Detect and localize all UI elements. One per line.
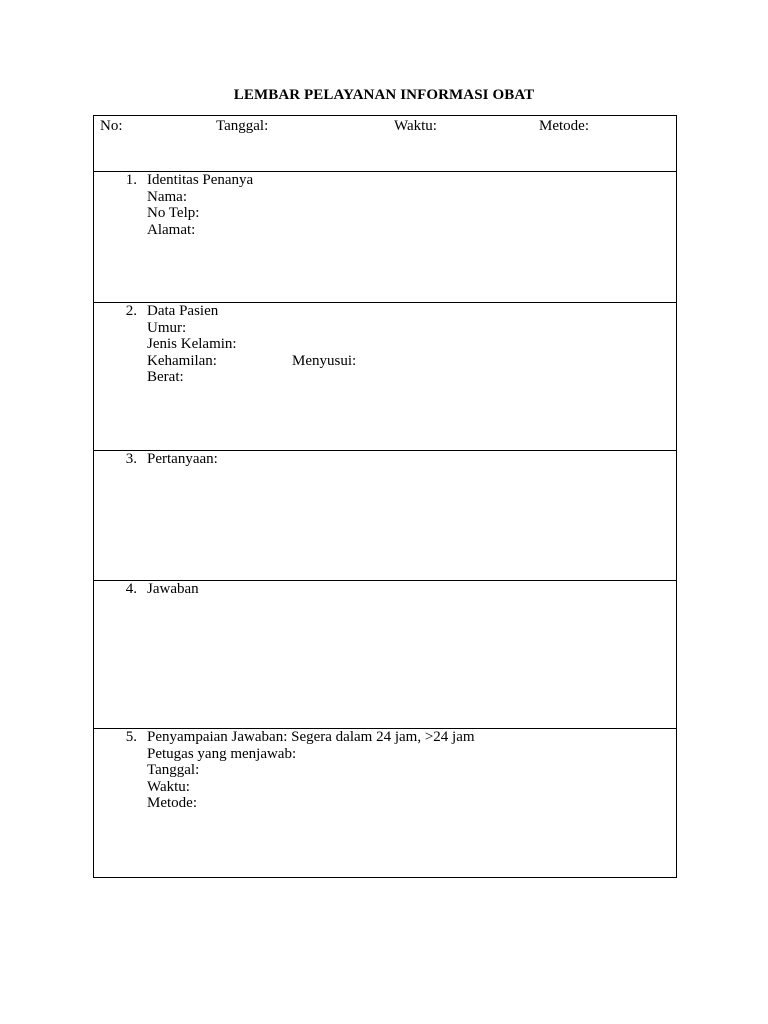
page-title: LEMBAR PELAYANAN INFORMASI OBAT (233, 87, 535, 103)
section-heading: Identitas Penanya (147, 172, 254, 188)
section-heading: Jawaban (147, 581, 199, 597)
field-petugas: Petugas yang menjawab: (147, 745, 297, 762)
field-no-telp: No Telp: (147, 205, 200, 222)
section-number: 4. (125, 581, 137, 597)
section-number: 1. (125, 172, 137, 188)
field-metode: Metode: (147, 795, 197, 812)
header-waktu-label: Waktu: (394, 118, 437, 134)
section-heading: Pertanyaan: (147, 451, 218, 467)
field-waktu: Waktu: (147, 778, 190, 795)
section-number: 2. (125, 303, 137, 319)
field-nama: Nama: (147, 188, 187, 205)
header-tanggal-label: Tanggal: (216, 118, 269, 134)
section-identitas-penanya (94, 171, 676, 302)
section-heading: Data Pasien (147, 303, 219, 319)
section-number: 5. (125, 729, 137, 745)
section-jawaban (94, 580, 676, 728)
field-jenis-kelamin: Jenis Kelamin: (147, 336, 237, 353)
section-pertanyaan (94, 450, 676, 580)
header-row (94, 116, 676, 171)
section-data-pasien (94, 302, 676, 450)
field-kehamilan: Kehamilan: (147, 352, 217, 369)
field-tanggal: Tanggal: (147, 762, 200, 779)
field-alamat: Alamat: (147, 221, 196, 238)
section-number: 3. (125, 451, 137, 467)
section-penyampaian-jawaban (94, 728, 676, 877)
field-berat: Berat: (147, 369, 184, 386)
field-umur: Umur: (147, 319, 187, 336)
info-form-table (93, 115, 677, 878)
header-no-label: No: (100, 118, 123, 134)
field-menyusui: Menyusui: (292, 352, 357, 369)
header-metode-label: Metode: (539, 118, 589, 134)
section-heading: Penyampaian Jawaban: Segera dalam 24 jam, >24 jam (147, 729, 475, 745)
